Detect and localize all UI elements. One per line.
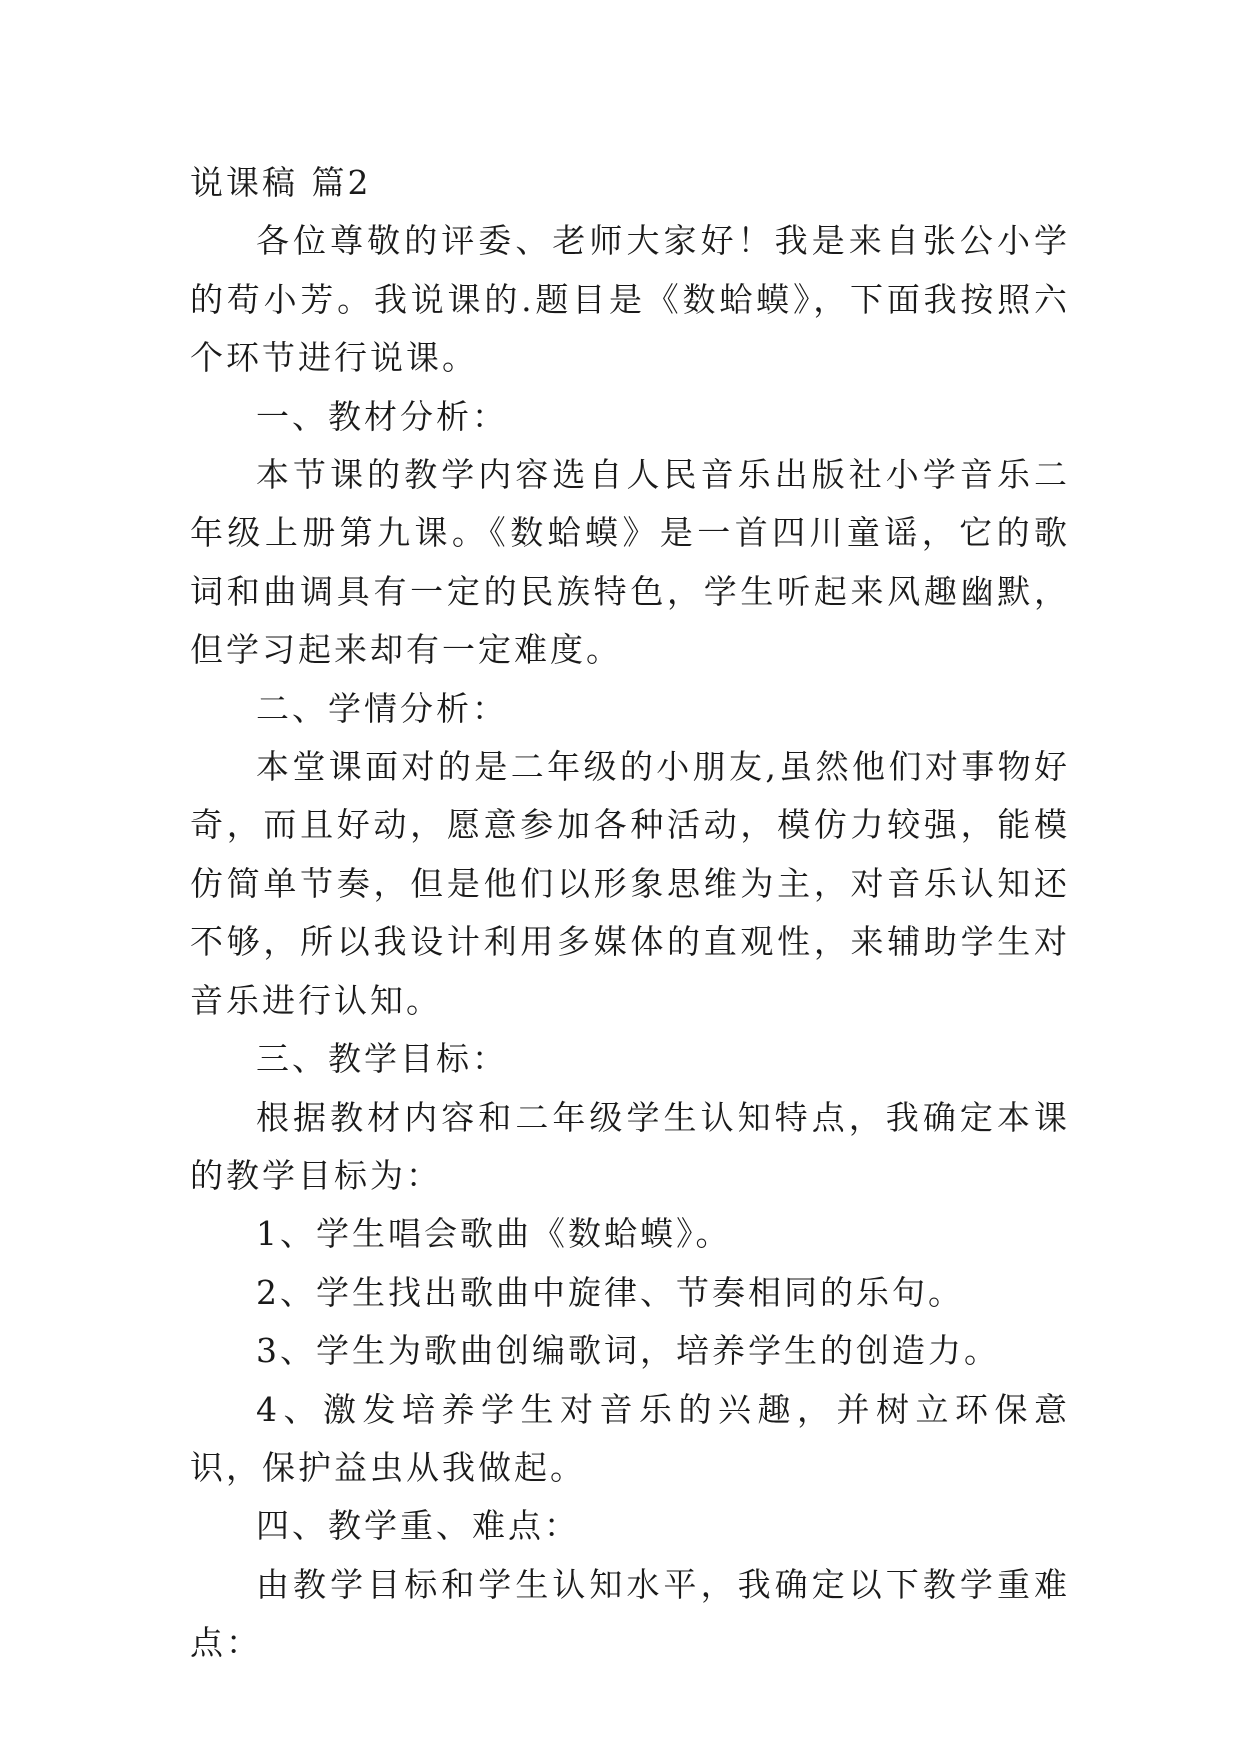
document-title: 说课稿 篇2 <box>190 163 372 202</box>
list-item-goal-1: 1、学生唱会歌曲《数蛤蟆》。 <box>256 1214 732 1254</box>
heading-key-points: 四、教学重、难点： <box>256 1506 580 1546</box>
paragraph-teaching-goals-intro: 根据教材内容和二年级学生认知特点，我确定本课的教学目标为： <box>190 1097 1070 1195</box>
heading-teaching-goals: 三、教学目标： <box>256 1039 508 1079</box>
paragraph-material-analysis: 本节课的教学内容选自人民音乐出版社小学音乐二年级上册第九课。《数蛤蟆》是一首四川童谣，它的歌词和曲调具有一定的民族特色，学生听起来风趣幽默，但学习起来却有一定难度。 <box>190 455 1070 670</box>
paragraph-greeting: 各位尊敬的评委、老师大家好！我是来自张公小学的苟小芳。我说课的.题目是《数蛤蟆》，下面我按照六个环节进行说课。 <box>190 221 1070 378</box>
paragraph-key-points: 由教学目标和学生认知水平，我确定以下教学重难点： <box>190 1564 1070 1663</box>
list-item-goal-2: 2、学生找出歌曲中旋律、节奏相同的乐句。 <box>256 1272 964 1312</box>
document-body <box>190 154 1070 1673</box>
heading-material-analysis: 一、教材分析： <box>256 396 508 436</box>
list-item-goal-4: 4、激发培养学生对音乐的兴趣，并树立环保意识，保护益虫从我做起。 <box>190 1389 1070 1487</box>
heading-student-analysis: 二、学情分析： <box>256 688 508 728</box>
paragraph-student-analysis: 本堂课面对的是二年级的小朋友,虽然他们对事物好奇，而且好动，愿意参加各种活动，模仿力较强，能模仿简单节奏，但是他们以形象思维为主，对音乐认知还不够，所以我设计利用多媒体的直观性，来辅助学生对音乐进行认知。 <box>190 747 1070 1020</box>
list-item-goal-3: 3、学生为歌曲创编歌词，培养学生的创造力。 <box>256 1331 1000 1371</box>
